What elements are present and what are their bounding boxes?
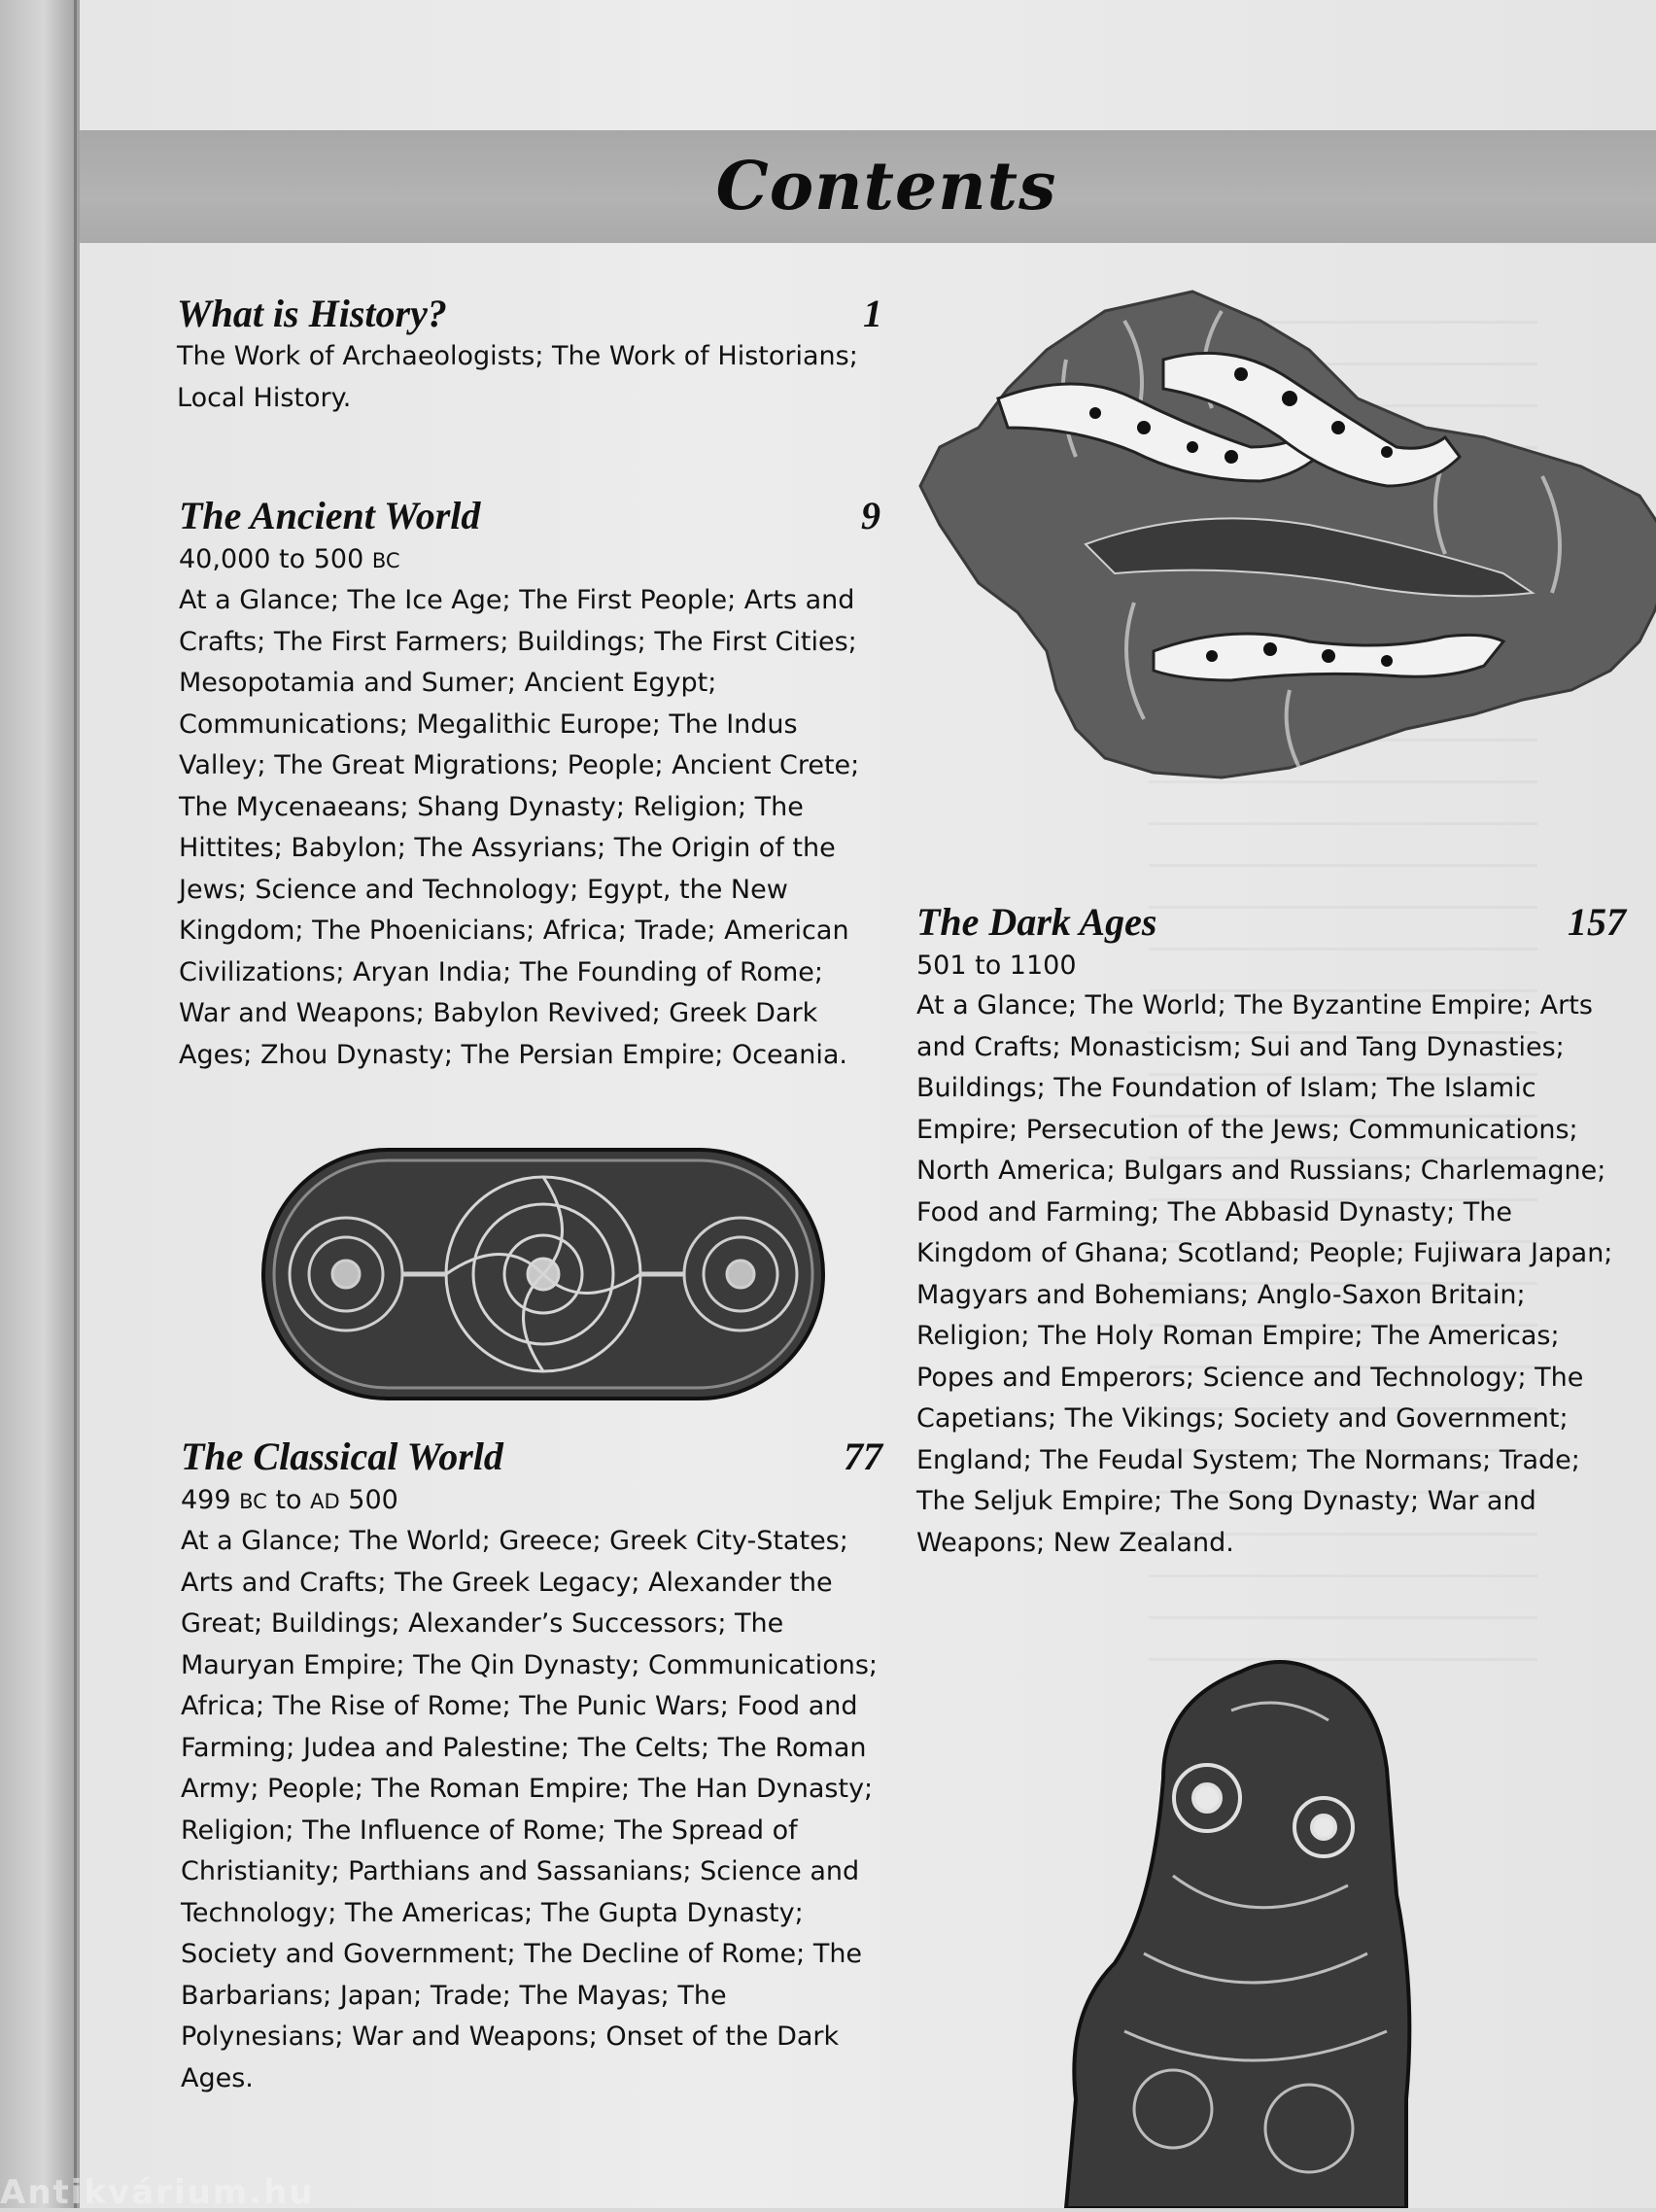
- watermark: Antikvárium.hu: [0, 2173, 315, 2212]
- section-heading: [181, 1434, 882, 1479]
- section-date-range: 501 to 1100: [916, 950, 1077, 981]
- carved-figure-illustration: [1056, 1642, 1513, 2208]
- contents-page: [80, 0, 1656, 2208]
- section-title[interactable]: The Dark Ages: [916, 900, 1157, 944]
- section-title[interactable]: The Classical World: [181, 1434, 503, 1478]
- section-date-range: [179, 540, 880, 580]
- section-date-range: [181, 1481, 882, 1521]
- section-page-number[interactable]: 9: [861, 494, 880, 537]
- section-what-is-history: [177, 292, 882, 419]
- section-page-number[interactable]: 157: [1568, 900, 1626, 944]
- section-heading: [177, 292, 882, 336]
- section-topics: At a Glance; The World; The Byzantine Empire; Arts and Crafts; Monasticism; Sui and Tang Dynasties; Buildings; The Foundation of Islam; The Islamic Empire; Persecution of the Jews; Communications; North America; Bulgars and Russians; Charlemagne; Food and Farming; The Abbasid Dynasty; The Kingdom of Ghana; Scotland; People; Fujiwara Japan; Magyars and Bohemians; Anglo-Saxon Britain; Religion; The Holy Roman Empire; The Americas; Popes and Emperors; Science and Technology; The Capetians; The Vikings; Society and Government; England; The Feudal System; The Normans; Trade; The Seljuk Empire; The Song Dynasty; War and Weapons; New Zealand.: [916, 990, 1613, 1558]
- figure-body: [1066, 1662, 1409, 2208]
- ornate-plaque-illustration: [260, 1147, 826, 1401]
- section-heading: [179, 494, 880, 538]
- range-era: BC: [371, 549, 400, 572]
- section-dark-ages: [916, 900, 1626, 1564]
- range-era-2: AD: [310, 1490, 340, 1513]
- book-spine: [0, 0, 80, 2208]
- section-title[interactable]: The Ancient World: [179, 494, 481, 537]
- range-era-1: BC: [239, 1490, 267, 1513]
- fresco-illustration: [901, 282, 1656, 787]
- spine-edge: [74, 0, 77, 2208]
- section-title[interactable]: What is History?: [177, 292, 447, 335]
- section-ancient-world: [179, 494, 880, 1076]
- range-start: 499: [181, 1485, 231, 1515]
- section-topics: At a Glance; The Ice Age; The First People; Arts and Crafts; The First Farmers; Buildings; The First Cities; Mesopotamia and Sumer; Ancient Egypt; Communications; Megalithic Europe; The Indus Valley; The Great Migrations; People; Ancient Crete; The Mycenaeans; Shang Dynasty; Religion; The Hittites; Babylon; The Assyrians; The Origin of the Jews; Science and Technology; Egypt, the New Kingdom; The Phoenicians; Africa; Trade; American Civilizations; Aryan India; The Founding of Rome; War and Weapons; Babylon Revived; Greek Dark Ages; Zhou Dynasty; The Persian Empire; Oceania.: [179, 585, 860, 1070]
- section-page-number[interactable]: 1: [863, 292, 882, 335]
- section-topics: The Work of Archaeologists; The Work of Historians; Local History.: [177, 341, 858, 413]
- page-title: Contents: [715, 148, 1057, 225]
- section-topics: At a Glance; The World; Greece; Greek City-States; Arts and Crafts; The Greek Legacy; Alexander the Great; Buildings; Alexander’s Successors; The Mauryan Empire; The Qin Dynasty; Communications; Africa; The Rise of Rome; The Punic Wars; Food and Farming; Judea and Palestine; The Celts; The Roman Army; People; The Roman Empire; The Han Dynasty; Religion; The Influence of Rome; The Spread of Christianity; Parthians and Sassanians; Science and Technology; The Americas; The Gupta Dynasty; Society and Government; The Decline of Rome; The Barbarians; Japan; Trade; The Mayas; The Polynesians; War and Weapons; Onset of the Dark Ages.: [181, 1526, 879, 2093]
- section-classical-world: [181, 1434, 882, 2099]
- section-page-number[interactable]: 77: [844, 1434, 882, 1478]
- section-heading: [916, 900, 1626, 945]
- range-start: 40,000 to 500: [179, 544, 364, 574]
- range-end: 500: [348, 1485, 398, 1515]
- range-mid: to: [275, 1485, 302, 1515]
